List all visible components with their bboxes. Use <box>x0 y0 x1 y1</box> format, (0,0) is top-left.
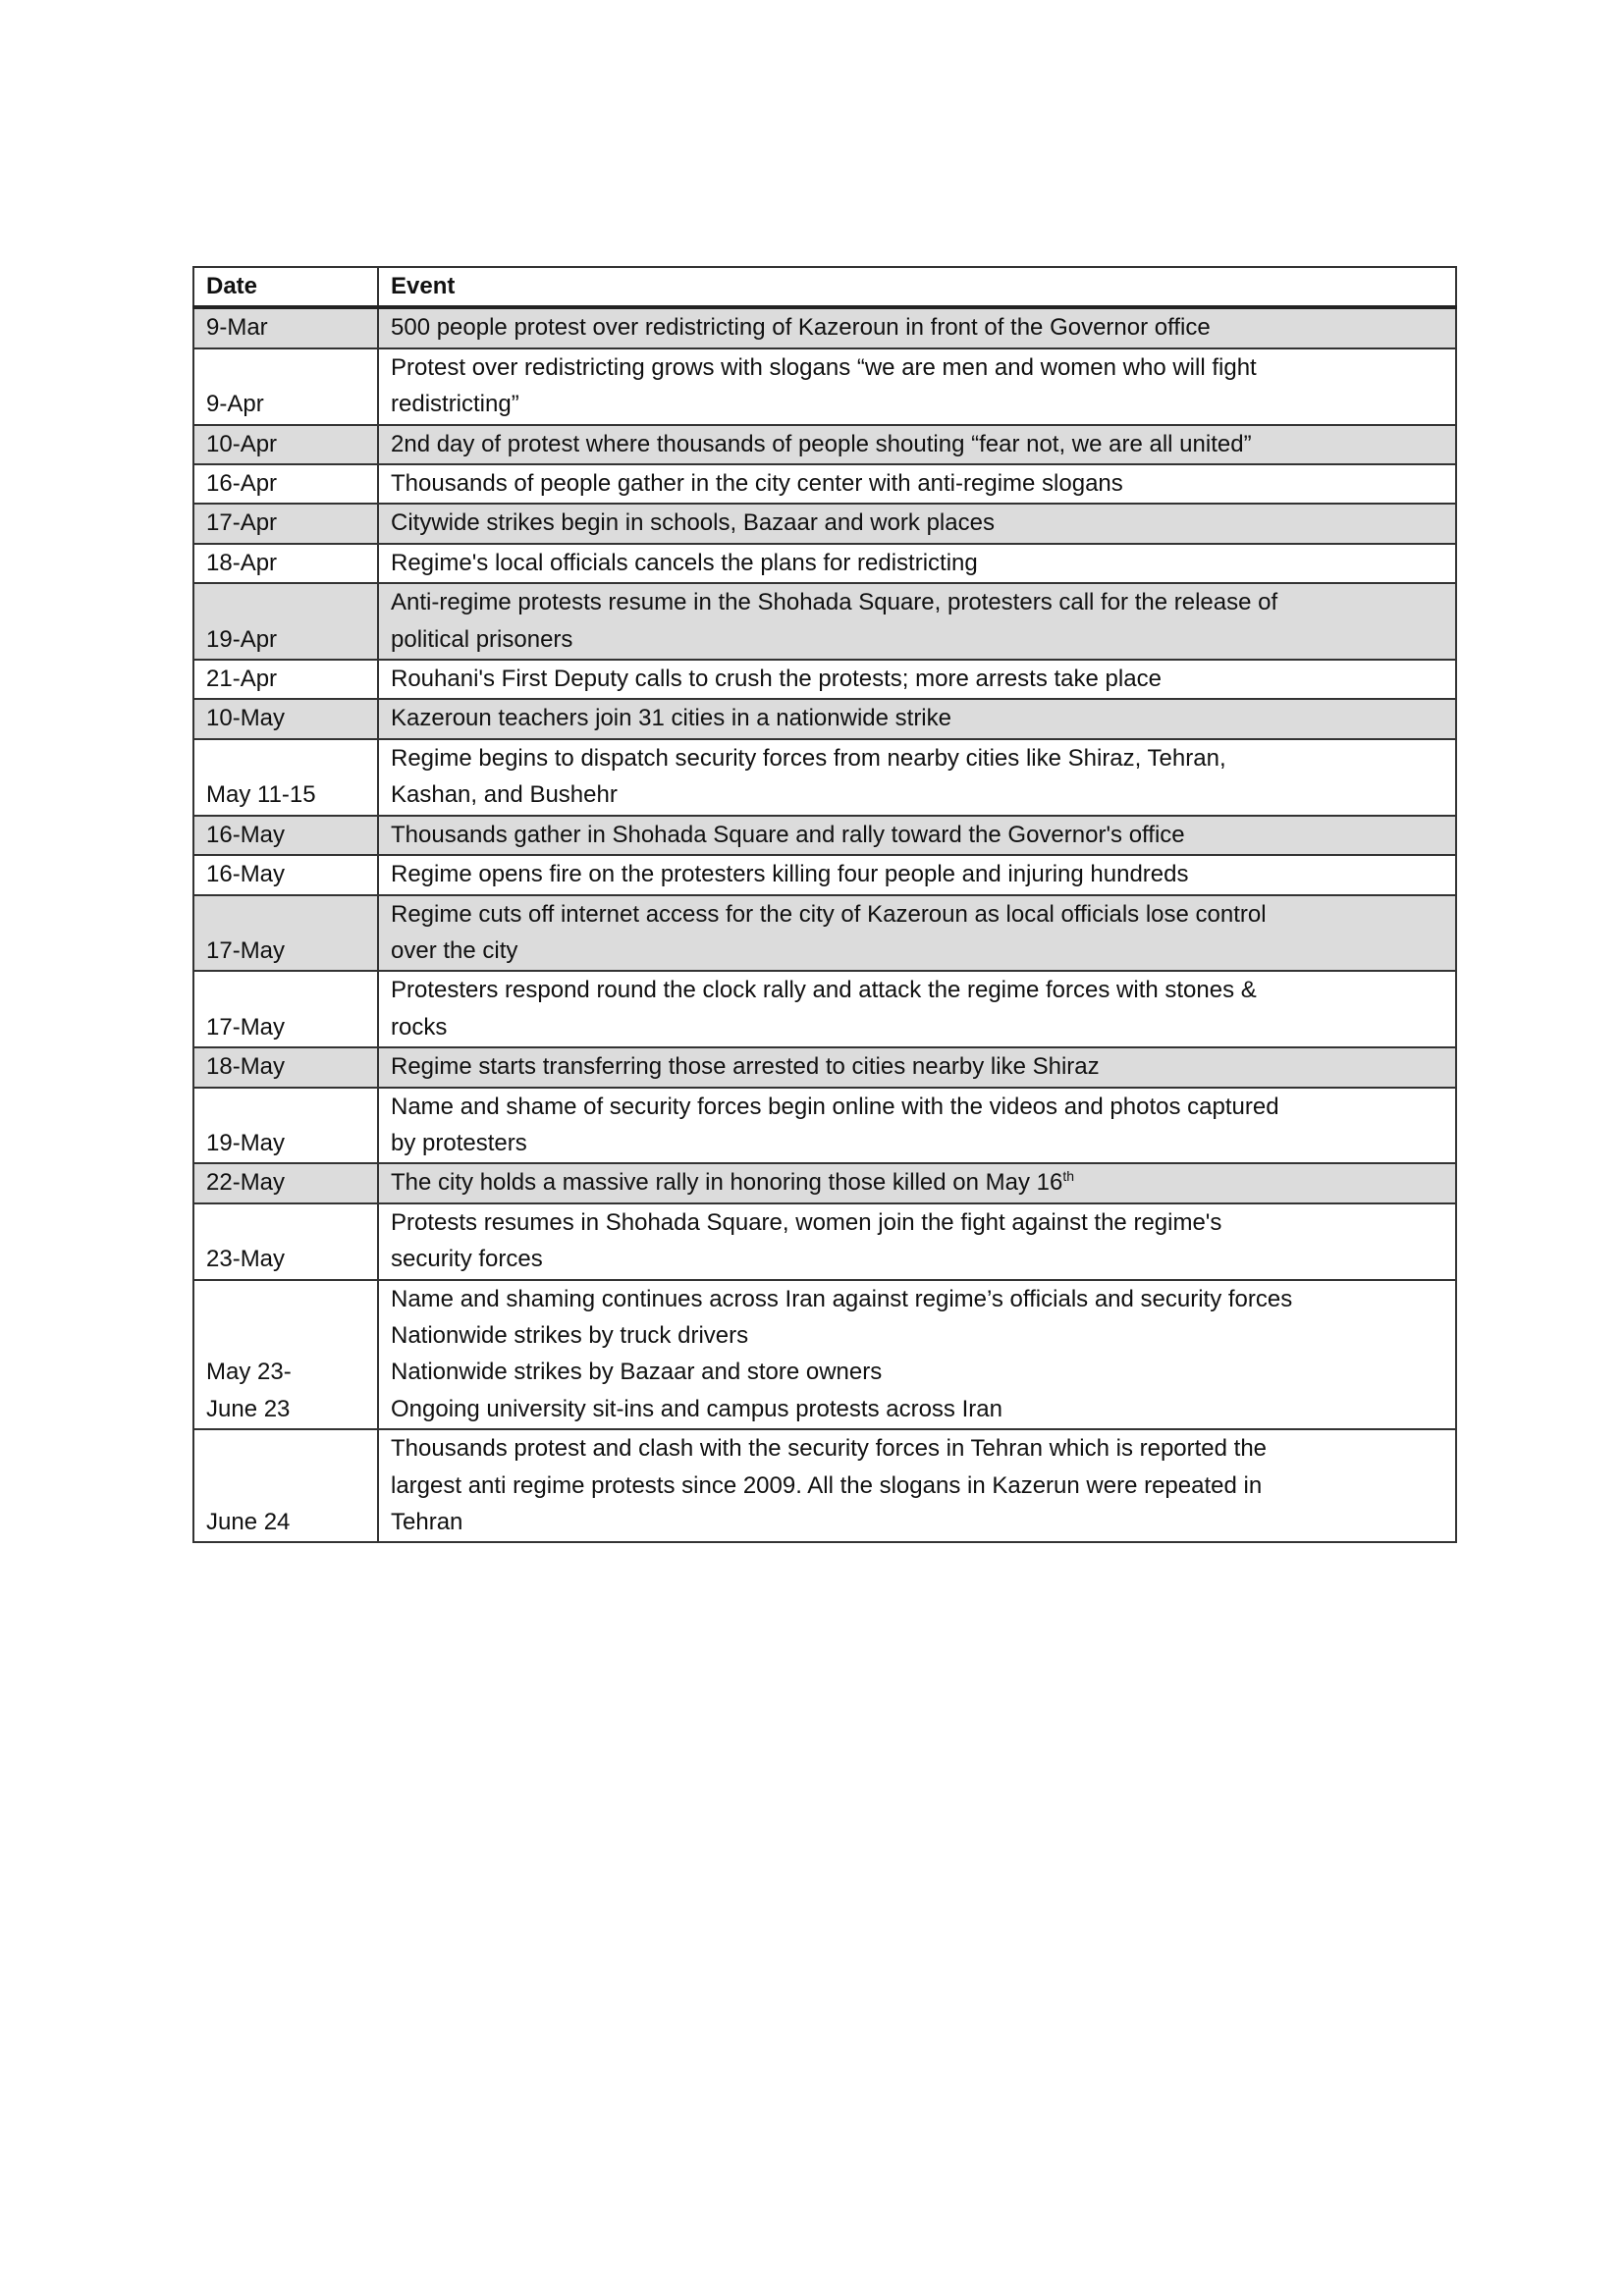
event-line <box>391 1354 1443 1390</box>
event-text: Regime cuts off internet access for the city of Kazeroun as local officials lose control <box>391 900 1267 928</box>
event-text: 500 people protest over redistricting of Kazeroun in front of the Governor office <box>391 314 1211 342</box>
date-cell: 17-Apr <box>193 504 378 543</box>
event-text: Regime's local officials cancels the plans for redistricting <box>391 549 978 576</box>
event-line <box>391 386 1443 422</box>
timeline-rows <box>193 307 1456 1542</box>
event-line <box>391 776 1443 813</box>
ordinal-suffix: th <box>1062 1168 1075 1185</box>
event-line <box>391 621 1443 658</box>
event-text: Kazeroun teachers join 31 cities in a nationwide strike <box>391 705 951 732</box>
event-text: by protesters <box>391 1129 527 1156</box>
date-cell: 21-Apr <box>193 660 378 699</box>
table-row <box>193 1163 1456 1202</box>
event-line <box>391 1430 1443 1467</box>
event-line <box>391 1241 1443 1277</box>
event-line <box>391 1504 1443 1540</box>
event-text: Rouhani's First Deputy calls to crush the protests; more arrests take place <box>391 666 1162 693</box>
header-row <box>193 267 1456 307</box>
event-text: Name and shaming continues across Iran against regime’s officials and security forces <box>391 1285 1293 1312</box>
date-cell: 9-Apr <box>193 348 378 425</box>
date-cell <box>193 1280 378 1430</box>
event-cell <box>378 544 1456 583</box>
event-cell <box>378 1203 1456 1280</box>
date-cell: 10-Apr <box>193 425 378 464</box>
table-row <box>193 1088 1456 1164</box>
event-line <box>391 700 1443 736</box>
event-cell <box>378 699 1456 738</box>
table-row <box>193 544 1456 583</box>
event-text: Anti-regime protests resume in the Shohada Square, protesters call for the release of <box>391 589 1278 616</box>
date-cell: June 24 <box>193 1429 378 1542</box>
table-row <box>193 1047 1456 1087</box>
date-cell: 16-May <box>193 816 378 855</box>
table-row <box>193 1203 1456 1280</box>
date-cell: 23-May <box>193 1203 378 1280</box>
table-row <box>193 464 1456 504</box>
table-row <box>193 307 1456 347</box>
event-cell <box>378 816 1456 855</box>
event-line <box>391 349 1443 386</box>
event-text: Regime opens fire on the protesters killing four people and injuring hundreds <box>391 861 1189 888</box>
event-text: Ongoing university sit-ins and campus protests across Iran <box>391 1395 1002 1422</box>
event-text: Protesters respond round the clock rally and attack the regime forces with stones & <box>391 977 1257 1004</box>
event-line <box>391 817 1443 853</box>
event-line <box>391 1089 1443 1125</box>
table-row <box>193 855 1456 894</box>
event-line <box>391 933 1443 969</box>
event-text: Regime starts transferring those arrested to cities nearby like Shiraz <box>391 1053 1100 1081</box>
event-text: largest anti regime protests since 2009. All the slogans in Kazerun were repeated in <box>391 1471 1263 1499</box>
table-row <box>193 504 1456 543</box>
event-cell <box>378 660 1456 699</box>
event-cell <box>378 971 1456 1047</box>
event-text: security forces <box>391 1246 543 1273</box>
date-cell: 22-May <box>193 1163 378 1202</box>
event-line <box>391 465 1443 502</box>
event-text: Citywide strikes begin in schools, Bazaar and work places <box>391 509 995 537</box>
event-cell <box>378 895 1456 972</box>
event-line <box>391 1125 1443 1161</box>
table-row <box>193 425 1456 464</box>
event-cell <box>378 855 1456 894</box>
date-line: May 23- <box>206 1359 292 1386</box>
table-row <box>193 971 1456 1047</box>
event-text: Regime begins to dispatch security forces from nearby cities like Shiraz, Tehran, <box>391 744 1226 772</box>
date-column-header: Date <box>193 267 378 307</box>
event-text: Nationwide strikes by truck drivers <box>391 1321 749 1349</box>
event-line <box>391 1468 1443 1504</box>
event-cell <box>378 425 1456 464</box>
event-line <box>391 505 1443 541</box>
table-row <box>193 348 1456 425</box>
date-cell: 16-May <box>193 855 378 894</box>
event-text: Thousands gather in Shohada Square and rally toward the Governor's office <box>391 821 1185 848</box>
table-row <box>193 816 1456 855</box>
event-line <box>391 896 1443 933</box>
date-line: June 23 <box>206 1395 291 1422</box>
event-cell <box>378 739 1456 816</box>
event-line <box>391 1048 1443 1085</box>
event-cell <box>378 1047 1456 1087</box>
event-column-header: Event <box>378 267 1456 307</box>
date-cell: 18-Apr <box>193 544 378 583</box>
event-line <box>391 545 1443 581</box>
event-cell <box>378 1088 1456 1164</box>
table-row <box>193 895 1456 972</box>
event-line <box>391 1317 1443 1354</box>
table-row <box>193 739 1456 816</box>
event-text: 2nd day of protest where thousands of people shouting “fear not, we are all united” <box>391 430 1252 457</box>
event-text: rocks <box>391 1013 448 1041</box>
event-cell <box>378 464 1456 504</box>
table-row <box>193 660 1456 699</box>
event-text: Protests resumes in Shohada Square, women join the fight against the regime's <box>391 1208 1222 1236</box>
date-cell: 10-May <box>193 699 378 738</box>
event-text: Tehran <box>391 1509 463 1535</box>
event-line <box>391 972 1443 1008</box>
timeline-table <box>192 266 1457 1543</box>
date-cell: 19-May <box>193 1088 378 1164</box>
event-cell <box>378 307 1456 347</box>
event-cell <box>378 1163 1456 1202</box>
event-text: Protest over redistricting grows with slogans “we are men and women who will fight <box>391 353 1257 381</box>
table-row <box>193 699 1456 738</box>
event-cell <box>378 504 1456 543</box>
event-text: political prisoners <box>391 625 573 653</box>
date-cell: 16-Apr <box>193 464 378 504</box>
event-line <box>391 309 1443 346</box>
event-text: over the city <box>391 936 518 964</box>
event-line <box>391 426 1443 462</box>
event-line <box>391 1164 1443 1201</box>
event-text: Kashan, and Bushehr <box>391 781 618 809</box>
event-text: Thousands protest and clash with the security forces in Tehran which is reported the <box>391 1435 1268 1463</box>
event-line <box>391 1281 1443 1317</box>
date-cell: 18-May <box>193 1047 378 1087</box>
event-cell <box>378 348 1456 425</box>
date-cell: 17-May <box>193 895 378 972</box>
date-cell: May 11-15 <box>193 739 378 816</box>
event-line <box>391 661 1443 697</box>
event-line <box>391 1009 1443 1045</box>
event-text: Thousands of people gather in the city center with anti-regime slogans <box>391 470 1123 498</box>
table-row <box>193 1280 1456 1430</box>
event-cell <box>378 1429 1456 1542</box>
event-cell <box>378 583 1456 660</box>
event-text: Name and shame of security forces begin online with the videos and photos captured <box>391 1093 1279 1120</box>
event-text: The city holds a massive rally in honoring those killed on May 16 <box>391 1169 1063 1197</box>
event-line <box>391 1204 1443 1241</box>
event-text: Nationwide strikes by Bazaar and store owners <box>391 1359 883 1386</box>
table-row <box>193 583 1456 660</box>
table-row <box>193 1429 1456 1542</box>
event-line <box>391 856 1443 892</box>
event-line <box>391 740 1443 776</box>
date-cell: 19-Apr <box>193 583 378 660</box>
date-cell: 9-Mar <box>193 307 378 347</box>
event-cell <box>378 1280 1456 1430</box>
event-line <box>391 584 1443 620</box>
event-line <box>391 1391 1443 1427</box>
event-text: redistricting” <box>391 391 519 418</box>
date-cell: 17-May <box>193 971 378 1047</box>
